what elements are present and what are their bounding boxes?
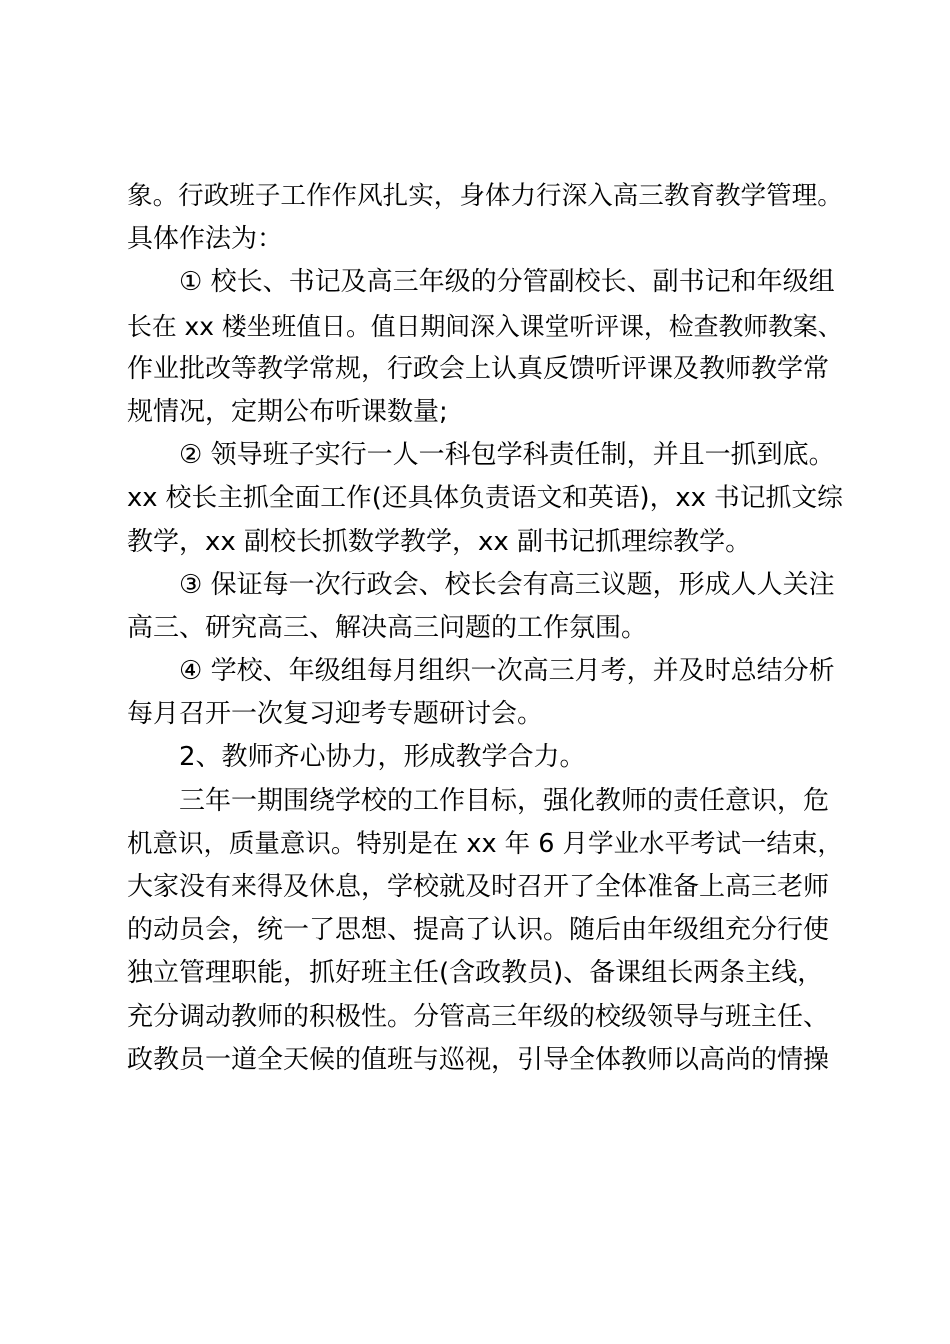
text-line: 充分调动教师的积极性。分管高三年级的校级领导与班主任、 [127, 1001, 830, 1032]
text-line: ① 校长、书记及高三年级的分管副校长、副书记和年级组 [179, 267, 835, 298]
text-line: 具体作法为： [127, 224, 284, 255]
text-line: xx 校长主抓全面工作(还具体负责语文和英语)，xx 书记抓文综 [127, 483, 843, 514]
text-line: 象。行政班子工作作风扎实，身体力行深入高三教育教学管理。 [127, 181, 843, 211]
text-line: 每月召开一次复习迎考专题研讨会。 [127, 699, 544, 730]
text-line: 高三、研究高三、解决高三问题的工作氛围。 [127, 612, 648, 643]
text-line: 机意识，质量意识。特别是在 xx 年 6 月学业水平考试一结束， [127, 828, 843, 859]
body-text [127, 175, 843, 1082]
text-line: 政教员一道全天候的值班与巡视，引导全体教师以高尚的情操 [127, 1044, 830, 1075]
text-line: 大家没有来得及休息，学校就及时召开了全体准备上高三老师 [127, 872, 830, 902]
text-line: 2、教师齐心协力，形成教学合力。 [179, 742, 586, 773]
text-line: ② 领导班子实行一人一科包学科责任制，并且一抓到底。 [179, 440, 835, 471]
text-line: 教学，xx 副校长抓数学教学，xx 副书记抓理综教学。 [127, 526, 752, 557]
text-line: 作业批改等教学常规，行政会上认真反馈听评课及教师教学常 [127, 353, 830, 384]
text-line: 规情况，定期公布听课数量; [127, 396, 448, 427]
text-line: 长在 xx 楼坐班值日。值日期间深入课堂听评课，检查教师教案、 [127, 311, 843, 341]
text-line: ③ 保证每一次行政会、校长会有高三议题，形成人人关注 [179, 569, 835, 600]
text-line: 三年一期围绕学校的工作目标，强化教师的责任意识，危 [179, 785, 830, 816]
text-line: ④ 学校、年级组每月组织一次高三月考，并及时总结分析 [179, 656, 835, 687]
text-line: 的动员会，统一了思想、提高了认识。随后由年级组充分行使 [127, 915, 830, 946]
text-line: 独立管理职能，抓好班主任(含政教员)、备课组长两条主线， [127, 958, 824, 989]
